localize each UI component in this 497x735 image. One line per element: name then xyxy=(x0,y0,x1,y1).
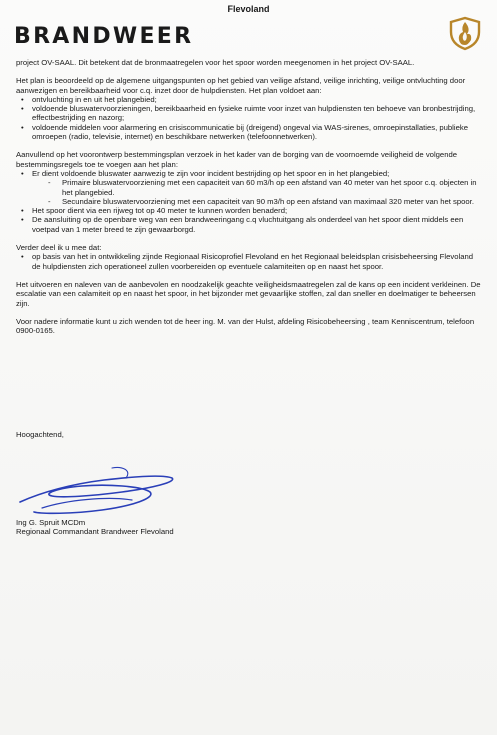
list-item: • De aansluiting op de openbare weg van een brandweeringang c.q vluchtuitgang als onderdeel van het spoor dient middels een voetpad van 1 meter breed te zijn gewaarborgd. xyxy=(16,215,482,234)
list-item-text: Er dient voldoende bluswater aanwezig te zijn voor incident bestrijding op het spoor en in het plangebied; xyxy=(32,168,390,178)
letter-body xyxy=(16,58,482,344)
list-item: • ontvluchting in en uit het plangebied; xyxy=(16,95,482,104)
sub-list-item: - Secundaire bluswatervoorziening met een capaciteit van 90 m3/h op een afstand van maximaal 320 meter van het spoor. xyxy=(32,197,482,206)
signatory-title: Regionaal Commandant Brandweer Flevoland xyxy=(16,527,174,537)
list-item: • voldoende bluswatervoorzieningen, bereikbaarheid en fysieke ruimte voor inzet van hulpdiensten ten behoeve van bronbestrijding, effectbestrijding en nazorg; xyxy=(16,104,482,123)
brand-title: BRANDWEER xyxy=(14,24,194,49)
intro-paragraph: project OV-SAAL. Dit betekent dat de bronmaatregelen voor het spoor worden meegenomen in het project OV-SAAL. xyxy=(16,58,415,67)
list-item xyxy=(16,169,482,206)
signatory-name: Ing G. Spruit MCDm xyxy=(16,518,86,527)
risk-paragraph: Het uitvoeren en naleven van de aanbevolen en noodzakelijk geachte veiligheidsmaatregelen zal de kans op een incident verkleinen. De escalatie van een calamiteit op en naast het spoor, in het bijzonder met gevaarlijke stoffen, zal dan sneller en doelmatiger te beheersen zijn. xyxy=(16,279,481,308)
supplement-list xyxy=(16,169,482,234)
brandweer-logo-icon xyxy=(445,12,485,52)
contact-paragraph: Voor nadere informatie kunt u zich wenden tot de heer ing. M. van der Hulst, afdeling Risicobeheersing , team Kenniscentrum, telefoon 0900-0165. xyxy=(16,316,475,336)
further-paragraph: Verder deel ik u mee dat: xyxy=(16,243,102,253)
signatory-block xyxy=(16,518,174,537)
plan-list xyxy=(16,95,482,141)
handwritten-signature xyxy=(12,462,182,524)
list-item: • voldoende middelen voor alarmering en crisiscommunicatie bij (dreigend) ongeval via WAS-sirenes, omroepinstallaties, publieke omroepen (radio, televisie, internet) en beschikbare netwerken (telefoonnetwerken). xyxy=(16,123,482,142)
supplement-paragraph: Aanvullend op het voorontwerp bestemmingsplan verzoek in het kader van de borging van de voornoemde veiligheid de volgende bestemmingsregels toe te voegen aan het plan: xyxy=(16,150,458,169)
greeting: Hoogachtend, xyxy=(16,430,64,439)
plan-paragraph: Het plan is beoordeeld op de algemene uitgangspunten op het gebied van veilige afstand, veilige inrichting, veilige ontvluchting door aanwezigen en bereikbaarheid voor c.q. inzet door de hulpdiensten. Het plan voldoet aan: xyxy=(16,76,466,95)
further-list xyxy=(16,252,482,271)
region-header: Flevoland xyxy=(227,4,270,14)
list-item: • Het spoor dient via een rijweg tot op 40 meter te kunnen worden benaderd; xyxy=(16,206,482,215)
sub-list-item: - Primaire bluswatervoorziening met een capaciteit van 60 m3/h op een afstand van 40 meter van het spoor c.q. objecten in het plangebied. xyxy=(32,178,482,197)
sub-list xyxy=(32,178,482,206)
list-item: • op basis van het in ontwikkeling zijnde Regionaal Risicoprofiel Flevoland en het Regionaal beleidsplan crisisbeheersing Flevoland de hulpdiensten zich operationeel zullen voorbereiden op eventuele calamiteiten op en naast het spoor. xyxy=(16,252,482,271)
